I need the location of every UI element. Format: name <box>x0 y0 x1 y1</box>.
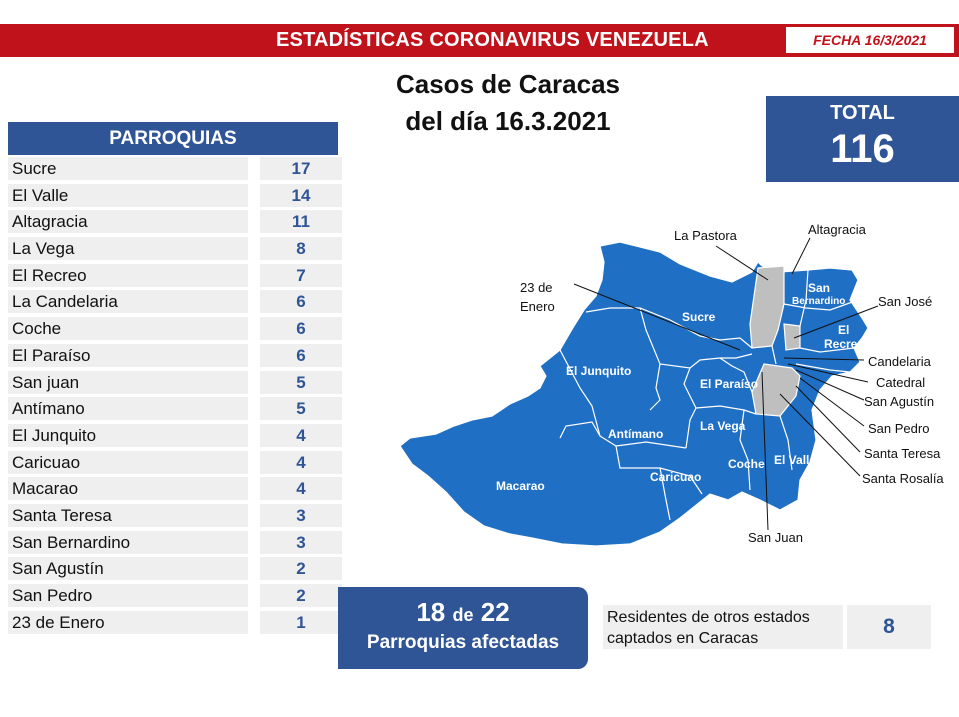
map-callout-enero: Enero <box>520 299 555 314</box>
total-label: TOTAL <box>830 102 895 124</box>
parroquia-name: El Recreo <box>8 264 248 287</box>
table-row <box>8 315 338 342</box>
map-label-caricuao: Caricuao <box>650 470 702 484</box>
table-row <box>8 235 338 262</box>
parroquia-name: El Valle <box>8 184 248 207</box>
map-label-el-paraiso: El Paraíso <box>700 377 759 391</box>
parroquia-cases: 2 <box>260 584 342 607</box>
total-box <box>766 96 959 182</box>
map-label-el: El <box>838 323 850 337</box>
table-row <box>8 449 338 476</box>
affected-label: Parroquias afectadas <box>366 632 560 653</box>
parroquia-cases: 6 <box>260 290 342 313</box>
map-callout-san-juan: San Juan <box>748 530 803 545</box>
table-row <box>8 582 338 609</box>
parroquia-name: Sucre <box>8 157 248 180</box>
header-bar <box>0 24 959 57</box>
map-callout-santa-teresa: Santa Teresa <box>864 446 941 461</box>
map-callout-candelaria: Candelaria <box>868 354 931 369</box>
parroquia-name: La Vega <box>8 237 248 260</box>
parroquia-name: Antímano <box>8 397 248 420</box>
residents-value: 8 <box>847 605 931 649</box>
map-label-macarao: Macarao <box>496 479 545 493</box>
parroquia-cases: 1 <box>260 611 342 634</box>
parroquia-cases: 4 <box>260 451 342 474</box>
parroquia-cases: 2 <box>260 557 342 580</box>
table-row <box>8 369 338 396</box>
parroquia-cases: 3 <box>260 531 342 554</box>
affected-count: 18 <box>416 597 446 627</box>
title-line-2: del día 16.3.2021 <box>405 106 611 136</box>
parroquia-name: El Paraíso <box>8 344 248 367</box>
affected-of: de <box>452 605 474 625</box>
map-callout-altagracia: Altagracia <box>808 222 866 237</box>
map-callout-catedral: Catedral <box>876 375 926 390</box>
table-row <box>8 555 338 582</box>
table-row <box>8 609 338 636</box>
parroquia-name: La Candelaria <box>8 290 248 313</box>
parroquia-name: Santa Teresa <box>8 504 248 527</box>
parroquia-cases: 11 <box>260 210 342 233</box>
parroquia-cases: 7 <box>260 264 342 287</box>
parroquia-name: Caricuao <box>8 451 248 474</box>
table-row <box>8 475 338 502</box>
header-date: FECHA 16/3/2021 <box>786 27 954 53</box>
affected-total: 22 <box>480 597 510 627</box>
residents-label: Residentes de otros estados captados en Caracas <box>603 605 843 649</box>
map-callout-santa-rosalia: Santa Rosalía <box>862 471 944 486</box>
parroquia-name: San Agustín <box>8 557 248 580</box>
map-label-antimano: Antímano <box>608 427 664 441</box>
table-row <box>8 262 338 289</box>
parroquia-cases: 6 <box>260 344 342 367</box>
map-label-coche: Coche <box>728 457 765 471</box>
parroquia-cases: 14 <box>260 184 342 207</box>
parroquia-name: Macarao <box>8 477 248 500</box>
table-row <box>8 342 338 369</box>
caracas-map <box>360 200 959 560</box>
parroquia-name: San Pedro <box>8 584 248 607</box>
table-header: PARROQUIAS <box>8 122 338 155</box>
map-label-el-valle: El Valle <box>774 453 817 467</box>
table-row <box>8 288 338 315</box>
map-label-la-vega: La Vega <box>700 419 746 433</box>
table-row <box>8 182 338 209</box>
parroquia-cases: 8 <box>260 237 342 260</box>
parroquia-cases: 5 <box>260 397 342 420</box>
table-row <box>8 208 338 235</box>
parroquia-cases: 5 <box>260 371 342 394</box>
affected-box <box>338 587 588 669</box>
map-label-el-junquito: El Junquito <box>566 364 632 378</box>
map-callout-23-de: 23 de <box>520 280 553 295</box>
map-label-sucre: Sucre <box>682 310 716 324</box>
parroquia-name: 23 de Enero <box>8 611 248 634</box>
map-callout-san-jose: San José <box>878 294 933 309</box>
map-label-san: San <box>808 281 831 295</box>
total-value: 116 <box>830 127 895 171</box>
parroquia-name: San Bernardino <box>8 531 248 554</box>
map-callout-san-agustin: San Agustín <box>864 394 935 409</box>
parroquia-name: San juan <box>8 371 248 394</box>
map-callout-la-pastora: La Pastora <box>674 228 737 243</box>
map-region-affected <box>400 242 868 546</box>
parroquia-name: Coche <box>8 317 248 340</box>
parroquia-cases: 3 <box>260 504 342 527</box>
parroquias-table <box>8 122 338 635</box>
table-row <box>8 395 338 422</box>
map-callout-san-pedro: San Pedro <box>868 421 930 436</box>
parroquia-cases: 6 <box>260 317 342 340</box>
table-row <box>8 155 338 182</box>
parroquia-name: El Junquito <box>8 424 248 447</box>
parroquia-name: Altagracia <box>8 210 248 233</box>
table-row <box>8 502 338 529</box>
page-title <box>370 66 646 140</box>
table-row <box>8 529 338 556</box>
affected-count-line <box>338 597 588 628</box>
header-title: ESTADÍSTICAS CORONAVIRUS VENEZUELA <box>276 29 709 51</box>
parroquia-cases: 4 <box>260 424 342 447</box>
table-body <box>8 155 338 635</box>
parroquia-cases: 17 <box>260 157 342 180</box>
map-label-recreo: Recreo <box>824 337 865 351</box>
map-label-bernardino: Bernardino <box>792 296 846 307</box>
title-line-1: Casos de Caracas <box>395 69 621 99</box>
table-row <box>8 422 338 449</box>
parroquia-cases: 4 <box>260 477 342 500</box>
